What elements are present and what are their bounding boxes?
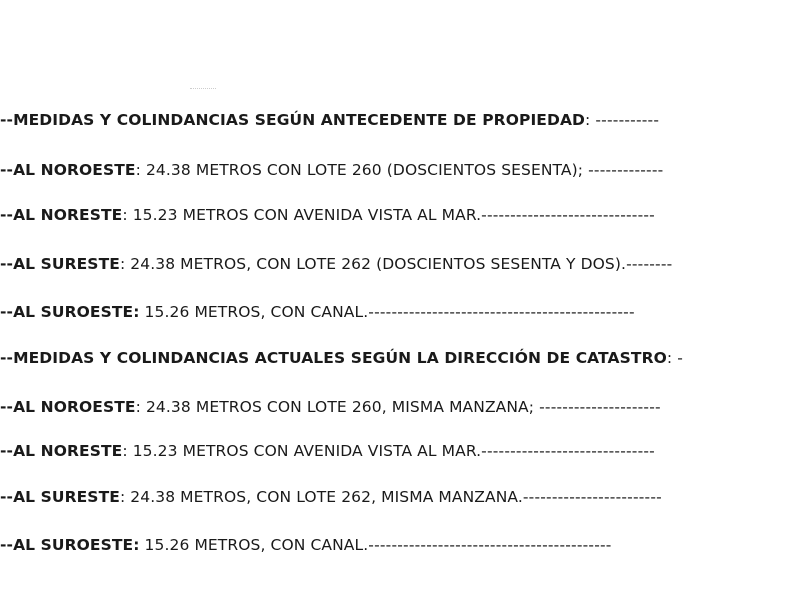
line-text: : 24.38 METROS CON LOTE 260, MISMA MANZANA; — [135, 398, 540, 416]
direction-label: --AL SURESTE — [0, 488, 120, 506]
heading-catastro — [0, 348, 791, 368]
line-text: : 24.38 METROS CON LOTE 260 (DOSCIENTOS SESENTA); — [135, 161, 589, 179]
line-text: : 24.38 METROS, CON LOTE 262 (DOSCIENTOS SESENTA Y DOS). — [119, 255, 627, 273]
direction-label: --AL SUROESTE: — [0, 303, 140, 321]
direction-label: --AL NOROESTE — [0, 398, 136, 416]
dash-fill: ------------------------------ — [481, 442, 655, 460]
heading-label: --MEDIDAS Y COLINDANCIAS SEGÚN ANTECEDENTE DE PROPIEDAD — [0, 111, 586, 129]
dash-fill: ------------------------ — [522, 488, 662, 506]
line-text: : 15.23 METROS CON AVENIDA VISTA AL MAR. — [122, 206, 482, 224]
line-text: 15.26 METROS, CON CANAL. — [139, 303, 369, 321]
line-text: : 24.38 METROS, CON LOTE 262, MISMA MANZANA. — [119, 488, 523, 506]
line-text: 15.26 METROS, CON CANAL. — [139, 536, 369, 554]
colindancia-noreste-antecedente — [0, 205, 791, 225]
colindancia-noreste-actual — [0, 441, 791, 461]
line-text: : 15.23 METROS CON AVENIDA VISTA AL MAR. — [122, 442, 482, 460]
dash-fill: ------------------------------------------ — [368, 536, 612, 554]
direction-label: --AL NORESTE — [0, 442, 123, 460]
colindancia-suroeste-actual — [0, 535, 791, 555]
direction-label: --AL SUROESTE: — [0, 536, 140, 554]
colindancia-noroeste-actual — [0, 397, 791, 417]
colindancia-suroeste-antecedente — [0, 302, 791, 322]
direction-label: --AL NORESTE — [0, 206, 123, 224]
dash-fill: - — [677, 349, 684, 367]
heading-label: --MEDIDAS Y COLINDANCIAS ACTUALES SEGÚN LA DIRECCIÓN DE CATASTRO — [0, 349, 667, 367]
dash-fill: --------------------- — [539, 398, 661, 416]
line-text: : — [666, 349, 678, 367]
dash-fill: ---------------------------------------------- — [368, 303, 635, 321]
heading-antecedente — [0, 110, 791, 130]
direction-label: --AL SURESTE — [0, 255, 120, 273]
colindancia-sureste-actual — [0, 487, 791, 507]
dash-fill: ----------- — [595, 111, 660, 129]
colindancia-sureste-antecedente — [0, 254, 791, 274]
dash-fill: ------------- — [588, 161, 664, 179]
faint-mark — [190, 88, 216, 95]
dash-fill: ------------------------------ — [481, 206, 655, 224]
direction-label: --AL NOROESTE — [0, 161, 136, 179]
line-text: : — [585, 111, 596, 129]
dash-fill: -------- — [626, 255, 673, 273]
colindancia-noroeste-antecedente — [0, 160, 791, 180]
